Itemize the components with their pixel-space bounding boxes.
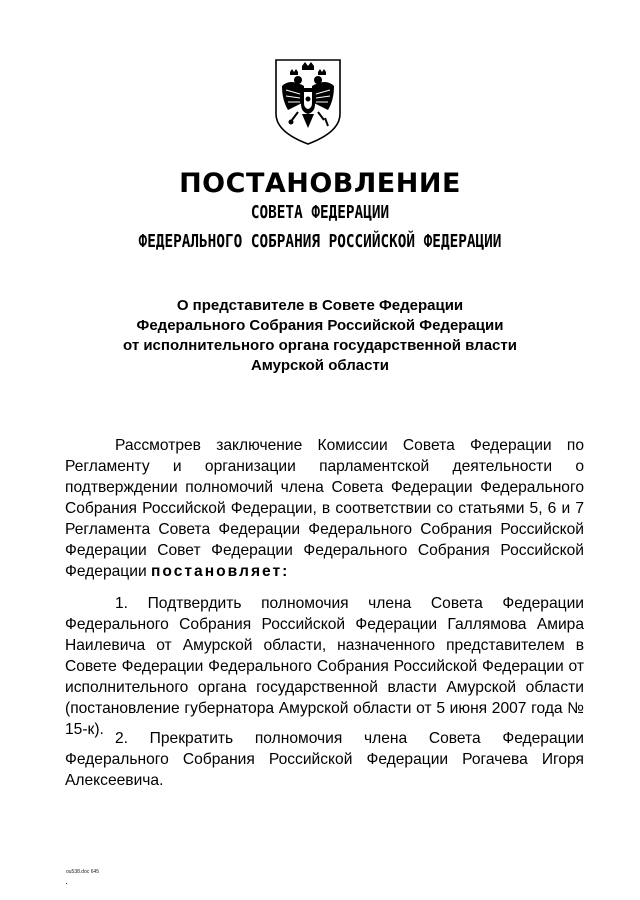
coat-of-arms-emblem xyxy=(268,56,348,148)
document-code: ou538.doc 645 xyxy=(66,869,100,875)
subject-line: О представителе в Совете Федерации xyxy=(176,297,464,314)
footer-mark xyxy=(66,883,67,884)
subject-line: Федерального Собрания Российской Федерации xyxy=(136,317,504,334)
resolution-item-2: 2. Прекратить полномочия члена Совета Федерации Федерального Собрания Российской Федерации Рогачева Игоря Алексеевича. xyxy=(65,730,584,789)
document-title: ПОСТАНОВЛЕНИЕ xyxy=(179,168,461,199)
issuer-line-1: СОВЕТА ФЕДЕРАЦИИ xyxy=(250,203,390,223)
preamble-text: Рассмотрев заключение Комиссии Совета Федерации по Регламенту и организации парламентской деятельности о подтверждении полномочий члена Совета Федерации Федерального Собрания Российской Федерации, в соответствии со статьями 5, 6 и 7 Регламента Совета Федерации Федерального Собрания Российской Федерации Совет Федерации Федерального Собрания Российской Федерации xyxy=(65,437,584,580)
resolution-item-1: 1. Подтвердить полномочия члена Совета Федерации Федерального Собрания Российской Федерации Галлямова Амира Наилевича от Амурской области, назначенного представителем в Совете Федерации Федерального Собрания Российской Федерации от исполнительного органа государственной власти Амурской области (постановление губернатора Амурской области от 5 июня 2007 года № 15-к). xyxy=(65,595,584,738)
subject-line: Амурской области xyxy=(250,357,390,374)
issuer-line-2: ФЕДЕРАЛЬНОГО СОБРАНИЯ РОССИЙСКОЙ ФЕДЕРАЦИИ xyxy=(138,232,502,252)
resolves-keyword: постановляет: xyxy=(151,563,290,580)
subject-line: от исполнительного органа государственной власти xyxy=(123,337,517,354)
preamble-paragraph xyxy=(65,435,584,582)
document-subject xyxy=(0,296,640,376)
